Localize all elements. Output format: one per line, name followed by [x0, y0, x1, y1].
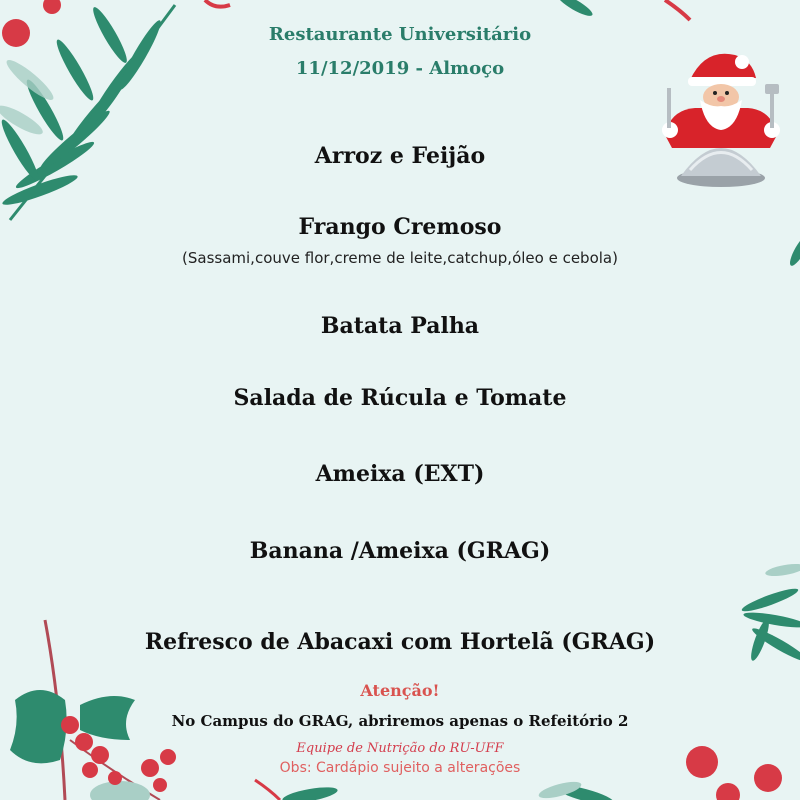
- restaurant-title: Restaurante Universitário: [268, 24, 532, 45]
- nutrition-team-signature: Equipe de Nutrição do RU-UFF: [296, 741, 504, 756]
- menu-item-description: (Sassami,couve flor,creme de leite,catchup,óleo e cebola): [182, 249, 618, 267]
- attention-heading: Atenção!: [360, 681, 440, 700]
- twig-icon: [665, 0, 690, 20]
- campus-notice: No Campus do GRAG, abriremos apenas o Refeitório 2: [171, 712, 629, 730]
- menu-item: Frango Cremoso: [298, 214, 502, 240]
- menu-item: Arroz e Feijão: [314, 143, 486, 169]
- menu-item: Batata Palha: [320, 313, 480, 339]
- top-right-leaves-icon: [555, 0, 595, 19]
- menu-disclaimer: Obs: Cardápio sujeito a alterações: [279, 760, 521, 776]
- menu-item: Salada de Rúcula e Tomate: [233, 385, 567, 411]
- twig-icon: [205, 0, 230, 7]
- berry-icon: [43, 0, 61, 14]
- menu-item: Banana /Ameixa (GRAG): [249, 538, 551, 564]
- date-meal-title: 11/12/2019 - Almoço: [295, 58, 505, 79]
- menu-item: Refresco de Abacaxi com Hortelã (GRAG): [144, 629, 656, 655]
- pale-leaves-icon: [764, 562, 800, 579]
- menu-item: Ameixa (EXT): [315, 461, 485, 487]
